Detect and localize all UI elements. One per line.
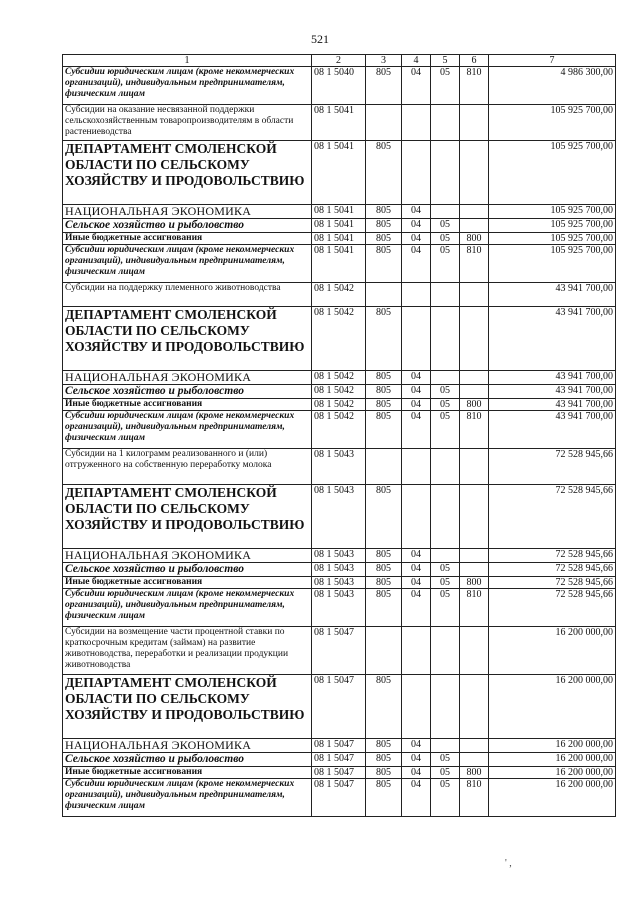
row-col6-cell: 800 xyxy=(460,233,489,245)
row-col4-cell: 04 xyxy=(402,371,431,385)
row-code-cell: 08 1 5047 xyxy=(312,675,366,739)
row-amount-cell: 16 200 000,00 xyxy=(489,627,616,675)
row-code-cell: 08 1 5041 xyxy=(312,141,366,205)
row-col6-cell xyxy=(460,105,489,141)
row-code-cell: 08 1 5042 xyxy=(312,385,366,399)
row-col5-cell: 05 xyxy=(431,767,460,779)
row-col6-cell: 800 xyxy=(460,577,489,589)
row-col5-cell: 05 xyxy=(431,753,460,767)
row-col6-cell xyxy=(460,205,489,219)
row-name-cell: ДЕПАРТАМЕНТ СМОЛЕНСКОЙ ОБЛАСТИ ПО СЕЛЬСКОМУ ХОЗЯЙСТВУ И ПРОДОВОЛЬСТВИЮ xyxy=(63,675,312,739)
header-col-5: 5 xyxy=(431,55,460,67)
header-col-2: 2 xyxy=(312,55,366,67)
row-amount-cell: 16 200 000,00 xyxy=(489,753,616,767)
row-code-cell: 08 1 5043 xyxy=(312,449,366,485)
table-row xyxy=(63,627,616,675)
table-row xyxy=(63,371,616,385)
row-col5-cell xyxy=(431,627,460,675)
row-col5-cell xyxy=(431,485,460,549)
row-amount-cell: 4 986 300,00 xyxy=(489,67,616,105)
row-col6-cell xyxy=(460,219,489,233)
row-name-cell: НАЦИОНАЛЬНАЯ ЭКОНОМИКА xyxy=(63,739,312,753)
row-col4-cell xyxy=(402,675,431,739)
table-row xyxy=(63,307,616,371)
table-row xyxy=(63,563,616,577)
row-col4-cell: 04 xyxy=(402,205,431,219)
row-name-cell: НАЦИОНАЛЬНАЯ ЭКОНОМИКА xyxy=(63,371,312,385)
row-col3-cell: 805 xyxy=(366,219,402,233)
header-col-6: 6 xyxy=(460,55,489,67)
row-amount-cell: 72 528 945,66 xyxy=(489,449,616,485)
row-name-cell: Иные бюджетные ассигнования xyxy=(63,577,312,589)
row-col6-cell xyxy=(460,283,489,307)
row-name-cell: Субсидии юридическим лицам (кроме некоммерческих организаций), индивидуальным предпринимателям, физическим лицам xyxy=(63,589,312,627)
row-col3-cell: 805 xyxy=(366,371,402,385)
row-name-cell: Субсидии на поддержку племенного животноводства xyxy=(63,283,312,307)
row-col3-cell: 805 xyxy=(366,739,402,753)
row-col6-cell xyxy=(460,385,489,399)
row-col3-cell xyxy=(366,283,402,307)
row-code-cell: 08 1 5041 xyxy=(312,245,366,283)
header-col-4: 4 xyxy=(402,55,431,67)
row-code-cell: 08 1 5041 xyxy=(312,105,366,141)
row-name-cell: Субсидии юридическим лицам (кроме некоммерческих организаций), индивидуальным предпринимателям, физическим лицам xyxy=(63,67,312,105)
table-row xyxy=(63,233,616,245)
row-col6-cell: 810 xyxy=(460,245,489,283)
table-row xyxy=(63,589,616,627)
table-header-row xyxy=(63,55,616,67)
row-name-cell: Сельское хозяйство и рыболовство xyxy=(63,219,312,233)
row-col3-cell xyxy=(366,627,402,675)
row-code-cell: 08 1 5047 xyxy=(312,739,366,753)
table-row xyxy=(63,739,616,753)
row-col6-cell xyxy=(460,549,489,563)
row-col6-cell xyxy=(460,371,489,385)
row-code-cell: 08 1 5040 xyxy=(312,67,366,105)
row-col4-cell: 04 xyxy=(402,219,431,233)
row-col4-cell: 04 xyxy=(402,739,431,753)
table-row xyxy=(63,449,616,485)
row-col5-cell xyxy=(431,371,460,385)
row-code-cell: 08 1 5043 xyxy=(312,549,366,563)
row-col5-cell: 05 xyxy=(431,779,460,817)
row-name-cell: Сельское хозяйство и рыболовство xyxy=(63,385,312,399)
row-amount-cell: 105 925 700,00 xyxy=(489,205,616,219)
row-name-cell: НАЦИОНАЛЬНАЯ ЭКОНОМИКА xyxy=(63,205,312,219)
row-col4-cell xyxy=(402,105,431,141)
row-code-cell: 08 1 5042 xyxy=(312,399,366,411)
row-col6-cell xyxy=(460,739,489,753)
table-row xyxy=(63,675,616,739)
table-row xyxy=(63,219,616,233)
row-amount-cell: 16 200 000,00 xyxy=(489,739,616,753)
row-col5-cell xyxy=(431,307,460,371)
row-col6-cell: 800 xyxy=(460,399,489,411)
row-col4-cell xyxy=(402,307,431,371)
row-amount-cell: 43 941 700,00 xyxy=(489,307,616,371)
table-row xyxy=(63,485,616,549)
row-amount-cell: 43 941 700,00 xyxy=(489,283,616,307)
row-name-cell: Субсидии на 1 килограмм реализованного и (или) отгруженного на собственную переработку молока xyxy=(63,449,312,485)
row-code-cell: 08 1 5041 xyxy=(312,219,366,233)
row-code-cell: 08 1 5047 xyxy=(312,753,366,767)
row-col3-cell xyxy=(366,105,402,141)
row-name-cell: Иные бюджетные ассигнования xyxy=(63,399,312,411)
header-col-1: 1 xyxy=(63,55,312,67)
row-amount-cell: 72 528 945,66 xyxy=(489,577,616,589)
table-row xyxy=(63,549,616,563)
table-row xyxy=(63,767,616,779)
row-col6-cell: 800 xyxy=(460,767,489,779)
row-col4-cell: 04 xyxy=(402,233,431,245)
row-amount-cell: 105 925 700,00 xyxy=(489,141,616,205)
row-col5-cell: 05 xyxy=(431,589,460,627)
row-col3-cell: 805 xyxy=(366,577,402,589)
row-code-cell: 08 1 5043 xyxy=(312,577,366,589)
row-col6-cell xyxy=(460,563,489,577)
table-body xyxy=(63,67,616,817)
row-name-cell: Иные бюджетные ассигнования xyxy=(63,233,312,245)
row-col4-cell: 04 xyxy=(402,549,431,563)
row-amount-cell: 72 528 945,66 xyxy=(489,549,616,563)
row-name-cell: ДЕПАРТАМЕНТ СМОЛЕНСКОЙ ОБЛАСТИ ПО СЕЛЬСКОМУ ХОЗЯЙСТВУ И ПРОДОВОЛЬСТВИЮ xyxy=(63,307,312,371)
row-col3-cell: 805 xyxy=(366,67,402,105)
row-code-cell: 08 1 5042 xyxy=(312,283,366,307)
budget-table xyxy=(62,54,616,817)
row-amount-cell: 105 925 700,00 xyxy=(489,219,616,233)
row-col5-cell: 05 xyxy=(431,563,460,577)
row-code-cell: 08 1 5042 xyxy=(312,371,366,385)
page-number: 521 xyxy=(311,32,329,46)
row-name-cell: Субсидии юридическим лицам (кроме некоммерческих организаций), индивидуальным предпринимателям, физическим лицам xyxy=(63,779,312,817)
table-row xyxy=(63,67,616,105)
row-code-cell: 08 1 5047 xyxy=(312,627,366,675)
table-row xyxy=(63,577,616,589)
row-col4-cell: 04 xyxy=(402,753,431,767)
row-col4-cell: 04 xyxy=(402,245,431,283)
header-col-3: 3 xyxy=(366,55,402,67)
row-name-cell: Субсидии на оказание несвязанной поддержки сельскохозяйственным товаропроизводителям в области растениеводства xyxy=(63,105,312,141)
row-col3-cell: 805 xyxy=(366,233,402,245)
row-col4-cell: 04 xyxy=(402,67,431,105)
row-col4-cell: 04 xyxy=(402,577,431,589)
row-col5-cell: 05 xyxy=(431,577,460,589)
row-col3-cell: 805 xyxy=(366,675,402,739)
row-col4-cell xyxy=(402,485,431,549)
row-col6-cell xyxy=(460,141,489,205)
row-col4-cell: 04 xyxy=(402,399,431,411)
row-col4-cell: 04 xyxy=(402,589,431,627)
row-col5-cell xyxy=(431,675,460,739)
table-row xyxy=(63,753,616,767)
row-amount-cell: 105 925 700,00 xyxy=(489,233,616,245)
row-col3-cell: 805 xyxy=(366,779,402,817)
row-amount-cell: 72 528 945,66 xyxy=(489,563,616,577)
row-code-cell: 08 1 5043 xyxy=(312,485,366,549)
row-col3-cell: 805 xyxy=(366,385,402,399)
row-code-cell: 08 1 5042 xyxy=(312,411,366,449)
table-row xyxy=(63,779,616,817)
row-col6-cell xyxy=(460,675,489,739)
row-col6-cell xyxy=(460,449,489,485)
row-col3-cell xyxy=(366,449,402,485)
row-code-cell: 08 1 5043 xyxy=(312,563,366,577)
row-code-cell: 08 1 5043 xyxy=(312,589,366,627)
row-col4-cell xyxy=(402,449,431,485)
row-code-cell: 08 1 5042 xyxy=(312,307,366,371)
row-name-cell: НАЦИОНАЛЬНАЯ ЭКОНОМИКА xyxy=(63,549,312,563)
row-code-cell: 08 1 5047 xyxy=(312,767,366,779)
row-col5-cell xyxy=(431,105,460,141)
row-col5-cell xyxy=(431,283,460,307)
row-col3-cell: 805 xyxy=(366,589,402,627)
row-name-cell: ДЕПАРТАМЕНТ СМОЛЕНСКОЙ ОБЛАСТИ ПО СЕЛЬСКОМУ ХОЗЯЙСТВУ И ПРОДОВОЛЬСТВИЮ xyxy=(63,141,312,205)
row-col3-cell: 805 xyxy=(366,307,402,371)
table-row xyxy=(63,141,616,205)
row-col4-cell xyxy=(402,283,431,307)
row-col6-cell xyxy=(460,753,489,767)
table-row xyxy=(63,245,616,283)
table-row xyxy=(63,385,616,399)
row-col3-cell: 805 xyxy=(366,549,402,563)
row-col3-cell: 805 xyxy=(366,205,402,219)
row-amount-cell: 16 200 000,00 xyxy=(489,675,616,739)
row-col4-cell xyxy=(402,141,431,205)
row-col4-cell xyxy=(402,627,431,675)
row-col6-cell: 810 xyxy=(460,67,489,105)
row-col5-cell xyxy=(431,141,460,205)
row-col4-cell: 04 xyxy=(402,779,431,817)
row-col5-cell: 05 xyxy=(431,219,460,233)
table-row xyxy=(63,205,616,219)
row-col6-cell xyxy=(460,627,489,675)
row-name-cell: Субсидии на возмещение части процентной ставки по краткосрочным кредитам (займам) на развитие животноводства, переработки и реализации продукции животноводства xyxy=(63,627,312,675)
row-col5-cell: 05 xyxy=(431,233,460,245)
scan-mark: ' , xyxy=(505,858,512,869)
row-col4-cell: 04 xyxy=(402,385,431,399)
row-col5-cell xyxy=(431,449,460,485)
row-col3-cell: 805 xyxy=(366,485,402,549)
row-amount-cell: 72 528 945,66 xyxy=(489,485,616,549)
row-col5-cell: 05 xyxy=(431,399,460,411)
row-amount-cell: 16 200 000,00 xyxy=(489,779,616,817)
row-amount-cell: 105 925 700,00 xyxy=(489,105,616,141)
row-col3-cell: 805 xyxy=(366,141,402,205)
row-col4-cell: 04 xyxy=(402,563,431,577)
table-row xyxy=(63,399,616,411)
row-amount-cell: 43 941 700,00 xyxy=(489,371,616,385)
header-col-7: 7 xyxy=(489,55,616,67)
row-name-cell: Субсидии юридическим лицам (кроме некоммерческих организаций), индивидуальным предпринимателям, физическим лицам xyxy=(63,411,312,449)
table-row xyxy=(63,411,616,449)
row-col4-cell: 04 xyxy=(402,767,431,779)
row-col5-cell xyxy=(431,739,460,753)
row-code-cell: 08 1 5041 xyxy=(312,205,366,219)
row-code-cell: 08 1 5047 xyxy=(312,779,366,817)
row-col3-cell: 805 xyxy=(366,411,402,449)
row-col6-cell: 810 xyxy=(460,589,489,627)
row-col5-cell: 05 xyxy=(431,411,460,449)
row-name-cell: Сельское хозяйство и рыболовство xyxy=(63,563,312,577)
row-col6-cell: 810 xyxy=(460,411,489,449)
row-col6-cell xyxy=(460,485,489,549)
row-col3-cell: 805 xyxy=(366,563,402,577)
row-col5-cell: 05 xyxy=(431,385,460,399)
row-name-cell: ДЕПАРТАМЕНТ СМОЛЕНСКОЙ ОБЛАСТИ ПО СЕЛЬСКОМУ ХОЗЯЙСТВУ И ПРОДОВОЛЬСТВИЮ xyxy=(63,485,312,549)
row-col5-cell: 05 xyxy=(431,245,460,283)
row-col6-cell xyxy=(460,307,489,371)
row-col3-cell: 805 xyxy=(366,753,402,767)
table-row xyxy=(63,105,616,141)
row-code-cell: 08 1 5041 xyxy=(312,233,366,245)
table-row xyxy=(63,283,616,307)
row-col3-cell: 805 xyxy=(366,399,402,411)
row-amount-cell: 72 528 945,66 xyxy=(489,589,616,627)
row-col3-cell: 805 xyxy=(366,245,402,283)
row-amount-cell: 43 941 700,00 xyxy=(489,385,616,399)
row-name-cell: Сельское хозяйство и рыболовство xyxy=(63,753,312,767)
row-amount-cell: 43 941 700,00 xyxy=(489,411,616,449)
row-name-cell: Иные бюджетные ассигнования xyxy=(63,767,312,779)
row-col5-cell: 05 xyxy=(431,67,460,105)
row-col5-cell xyxy=(431,205,460,219)
row-amount-cell: 105 925 700,00 xyxy=(489,245,616,283)
row-col6-cell: 810 xyxy=(460,779,489,817)
row-amount-cell: 43 941 700,00 xyxy=(489,399,616,411)
row-col5-cell xyxy=(431,549,460,563)
row-amount-cell: 16 200 000,00 xyxy=(489,767,616,779)
row-col3-cell: 805 xyxy=(366,767,402,779)
row-col4-cell: 04 xyxy=(402,411,431,449)
row-name-cell: Субсидии юридическим лицам (кроме некоммерческих организаций), индивидуальным предпринимателям, физическим лицам xyxy=(63,245,312,283)
